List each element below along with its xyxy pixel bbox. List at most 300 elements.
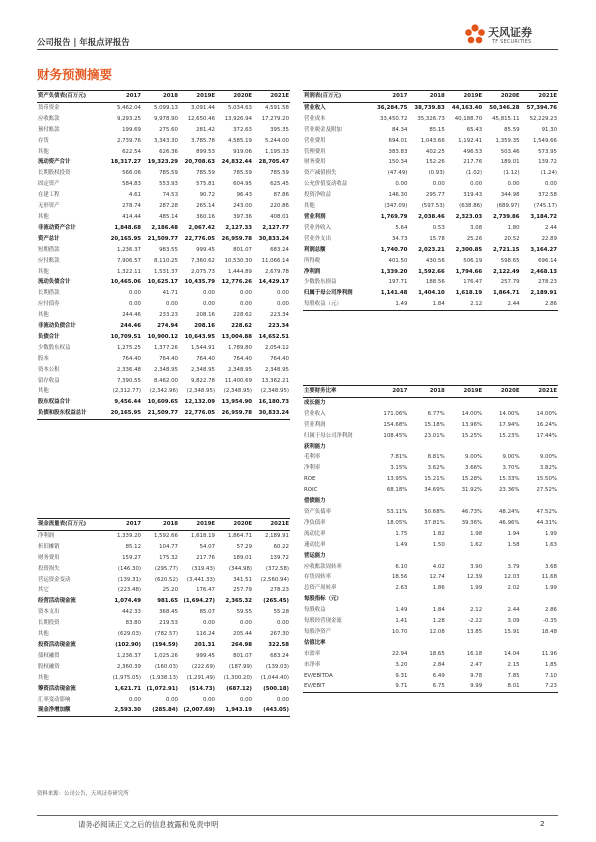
value-cell: 10,609.65 bbox=[147, 399, 178, 406]
value-cell: 785.59 bbox=[159, 170, 178, 177]
table-row bbox=[37, 564, 290, 575]
value-cell: 175.32 bbox=[159, 554, 178, 561]
table-row bbox=[37, 310, 290, 321]
table-row bbox=[303, 114, 558, 125]
value-cell bbox=[483, 638, 520, 649]
value-cell bbox=[446, 638, 483, 649]
value-cell: 1,195.33 bbox=[264, 148, 289, 155]
table-row bbox=[303, 529, 558, 540]
table-row bbox=[37, 705, 290, 716]
value-cell: (222.69) bbox=[191, 663, 215, 670]
value-cell: 18.65 bbox=[429, 650, 445, 657]
value-cell: 1.82 bbox=[432, 530, 445, 537]
value-cell: (139.03) bbox=[265, 663, 289, 670]
value-cell: (1,291.49) bbox=[186, 674, 215, 681]
value-cell: 45,815.11 bbox=[492, 115, 520, 122]
table-row bbox=[37, 190, 290, 201]
value-cell: 108.45% bbox=[383, 432, 408, 439]
table-row bbox=[37, 640, 290, 651]
value-cell: 22.89 bbox=[541, 235, 557, 242]
value-cell: 1,444.89 bbox=[227, 268, 252, 275]
value-cell: 1.98 bbox=[470, 530, 483, 537]
table-row bbox=[37, 256, 290, 267]
table-row bbox=[303, 409, 558, 420]
row-label: 长期借款 bbox=[38, 290, 60, 297]
table-row bbox=[303, 463, 558, 474]
value-cell: 1,322.11 bbox=[116, 268, 141, 275]
value-cell: 1,794.66 bbox=[455, 268, 483, 275]
table-row bbox=[37, 321, 290, 332]
value-cell: 3.90 bbox=[470, 563, 483, 570]
value-cell: 10,643.95 bbox=[184, 333, 215, 340]
value-cell: 12.74 bbox=[429, 574, 445, 581]
value-cell: 0.00 bbox=[165, 696, 178, 703]
year-header-cell: 2021E bbox=[270, 521, 289, 527]
row-label: 筹资活动现金流 bbox=[38, 685, 76, 692]
value-cell: 899.53 bbox=[196, 148, 215, 155]
value-cell: 8.81% bbox=[427, 454, 445, 461]
value-cell: 1.99 bbox=[544, 585, 557, 592]
value-cell: 2,365.32 bbox=[225, 598, 252, 605]
value-cell: 267.30 bbox=[270, 631, 289, 638]
value-cell: 22,776.05 bbox=[184, 235, 215, 242]
year-header-cell: 2017 bbox=[125, 521, 141, 527]
value-cell: 1.49 bbox=[395, 541, 408, 548]
table-header-row bbox=[37, 91, 290, 103]
value-cell: 3.68 bbox=[544, 563, 557, 570]
tf-securities-logo bbox=[462, 20, 562, 50]
value-cell: 503.46 bbox=[500, 148, 520, 155]
value-cell: 764.40 bbox=[270, 355, 289, 362]
value-cell: 265.14 bbox=[196, 203, 215, 210]
value-cell: 96.43 bbox=[236, 192, 252, 199]
table-header-row bbox=[303, 91, 558, 103]
value-cell: 1.75 bbox=[395, 530, 408, 537]
value-cell: 50.68% bbox=[424, 508, 445, 515]
table-row bbox=[37, 332, 290, 343]
value-cell: 12,132.09 bbox=[184, 399, 215, 406]
value-cell: 21,509.77 bbox=[147, 410, 178, 417]
value-cell: 0.00 bbox=[276, 696, 289, 703]
value-cell bbox=[521, 397, 558, 408]
value-cell: 1,621.71 bbox=[114, 685, 141, 692]
value-cell: 2,739.86 bbox=[492, 213, 520, 220]
value-cell: 21,509.77 bbox=[147, 235, 178, 242]
value-cell: 1,074.49 bbox=[114, 598, 141, 605]
value-cell: 40,188.70 bbox=[454, 115, 483, 122]
value-cell bbox=[371, 551, 408, 562]
value-cell: 91.30 bbox=[541, 126, 557, 133]
table-row bbox=[303, 420, 558, 431]
value-cell: 146.30 bbox=[388, 192, 408, 199]
value-cell: 1.50 bbox=[432, 541, 445, 548]
value-cell: 2,189.91 bbox=[530, 290, 557, 297]
row-label: 资产减值损失 bbox=[304, 170, 337, 177]
disclaimer-text: 请务必阅读正文之后的信息披露和免责申明 bbox=[78, 820, 219, 829]
row-label: 资本支出 bbox=[38, 609, 60, 616]
value-cell: 344.98 bbox=[500, 192, 520, 199]
table-row bbox=[303, 442, 558, 453]
cash-flow-table bbox=[37, 518, 290, 717]
value-cell: 764.40 bbox=[159, 355, 178, 362]
table-row bbox=[303, 136, 558, 147]
value-cell: (1,072.91) bbox=[146, 685, 178, 692]
table-row bbox=[37, 673, 290, 684]
value-cell: -0.35 bbox=[543, 618, 557, 625]
table-row bbox=[303, 594, 558, 605]
row-label: 公允价值变动收益 bbox=[304, 181, 348, 188]
table-row bbox=[37, 267, 290, 278]
row-label: 无形资产 bbox=[38, 203, 60, 210]
value-cell: 15.23% bbox=[499, 432, 520, 439]
value-cell: (1,938.13) bbox=[149, 674, 178, 681]
value-cell: 9,293.25 bbox=[116, 115, 141, 122]
value-cell: (295.77) bbox=[154, 565, 178, 572]
row-label: 流动负债合计 bbox=[38, 279, 71, 286]
row-label: 财务费用 bbox=[304, 159, 326, 166]
value-cell: 0.53 bbox=[432, 224, 445, 231]
year-header-cell: 2017 bbox=[125, 93, 141, 99]
value-cell: 3.15% bbox=[390, 465, 408, 472]
table-row bbox=[303, 147, 558, 158]
value-cell: 27.52% bbox=[536, 487, 557, 494]
value-cell: 2,122.49 bbox=[492, 268, 520, 275]
value-cell: 402.25 bbox=[425, 148, 445, 155]
value-cell: 1,377.26 bbox=[153, 344, 178, 351]
value-cell: 1,236.37 bbox=[116, 652, 141, 659]
value-cell: (223.48) bbox=[117, 587, 141, 594]
year-header-cell: 2020E bbox=[233, 521, 252, 527]
row-label: 成长能力 bbox=[304, 399, 326, 406]
value-cell: (638.86) bbox=[459, 203, 483, 210]
value-cell: 275.60 bbox=[159, 126, 178, 133]
value-cell: 683.24 bbox=[270, 246, 289, 253]
row-label: 营业费用 bbox=[304, 137, 326, 144]
value-cell: 319.43 bbox=[463, 192, 483, 199]
value-cell bbox=[521, 551, 558, 562]
value-cell bbox=[521, 442, 558, 453]
value-cell bbox=[371, 397, 408, 408]
table-row bbox=[303, 583, 558, 594]
value-cell: 278.23 bbox=[270, 587, 289, 594]
value-cell: 15.25% bbox=[461, 432, 483, 439]
value-cell bbox=[371, 442, 408, 453]
value-cell: 47.52% bbox=[536, 508, 557, 515]
value-cell: 2,189.91 bbox=[264, 532, 289, 539]
value-cell: 0.00 bbox=[202, 696, 215, 703]
value-cell: 150.34 bbox=[388, 159, 408, 166]
table-row bbox=[37, 386, 290, 397]
footer-divider bbox=[37, 815, 558, 816]
value-cell: 12,650.46 bbox=[187, 115, 215, 122]
row-label: 营业税金及附加 bbox=[304, 126, 342, 133]
value-cell: 13,362.21 bbox=[261, 377, 289, 384]
value-cell: (2,348.95) bbox=[260, 388, 289, 395]
value-cell: 1.58 bbox=[507, 541, 520, 548]
value-cell: (620.52) bbox=[154, 576, 178, 583]
table-row bbox=[37, 179, 290, 190]
value-cell: 7,360.62 bbox=[190, 257, 215, 264]
value-cell: (687.12) bbox=[226, 685, 252, 692]
row-label: 营业外支出 bbox=[304, 235, 331, 242]
table-row bbox=[303, 277, 558, 288]
value-cell: 0.00 bbox=[202, 290, 215, 297]
value-cell: (745.17) bbox=[533, 203, 557, 210]
value-cell: 9,456.44 bbox=[114, 399, 141, 406]
value-cell: 485.14 bbox=[159, 213, 178, 220]
value-cell: 15.33% bbox=[499, 476, 520, 483]
value-cell: 208.16 bbox=[194, 323, 215, 330]
value-cell: 368.45 bbox=[159, 609, 178, 616]
value-cell: 4.02 bbox=[432, 563, 445, 570]
value-cell: 2.63 bbox=[395, 585, 408, 592]
value-cell bbox=[408, 594, 445, 605]
value-cell: 228.62 bbox=[233, 312, 252, 319]
row-label: 股本 bbox=[38, 355, 49, 362]
value-cell: 3.20 bbox=[395, 661, 408, 668]
value-cell: 25.20 bbox=[162, 587, 178, 594]
value-cell: 60.22 bbox=[273, 543, 289, 550]
table-row bbox=[303, 267, 558, 278]
value-cell: 159.27 bbox=[122, 554, 141, 561]
value-cell: 2.15 bbox=[507, 661, 520, 668]
value-cell: 15.78 bbox=[429, 235, 445, 242]
value-cell: 2.47 bbox=[470, 661, 483, 668]
value-cell: 0.00 bbox=[470, 181, 483, 188]
year-header-cell: 2021E bbox=[538, 388, 557, 394]
value-cell: 3.66% bbox=[465, 465, 483, 472]
value-cell: 208.16 bbox=[196, 312, 215, 319]
value-cell: 84.34 bbox=[391, 126, 408, 133]
value-cell: 919.06 bbox=[233, 148, 252, 155]
value-cell: (139.31) bbox=[117, 576, 141, 583]
row-label: 应收账款周转率 bbox=[304, 563, 342, 570]
value-cell: 694.01 bbox=[388, 137, 408, 144]
value-cell: 981.65 bbox=[157, 598, 178, 605]
table-row bbox=[37, 223, 290, 234]
table-row bbox=[303, 157, 558, 168]
value-cell: 0.00 bbox=[395, 181, 408, 188]
table-row bbox=[37, 575, 290, 586]
table-row bbox=[303, 671, 558, 682]
row-label: 每股收益（元） bbox=[304, 301, 342, 308]
table-row bbox=[303, 179, 558, 190]
table-row bbox=[37, 376, 290, 387]
value-cell: 20.52 bbox=[504, 235, 520, 242]
value-cell: 44,163.40 bbox=[451, 104, 483, 111]
value-cell: 219.53 bbox=[159, 620, 178, 627]
value-cell: 3,343.30 bbox=[153, 137, 178, 144]
value-cell: 598.65 bbox=[500, 257, 520, 264]
value-cell: 8,110.25 bbox=[153, 257, 178, 264]
value-cell: (514.73) bbox=[189, 685, 215, 692]
table-row bbox=[37, 277, 290, 288]
value-cell: 999.45 bbox=[196, 652, 215, 659]
value-cell: 85.15 bbox=[429, 126, 445, 133]
value-cell: 6.77% bbox=[427, 410, 445, 417]
table-row bbox=[303, 551, 558, 562]
year-header-cell: 2020E bbox=[233, 93, 252, 99]
value-cell: 397.36 bbox=[233, 213, 252, 220]
value-cell: 6.49 bbox=[432, 672, 445, 679]
value-cell: (782.57) bbox=[154, 631, 178, 638]
row-label: 每股收益 bbox=[304, 607, 326, 614]
value-cell: 74.53 bbox=[162, 192, 178, 199]
value-cell: 9.78 bbox=[470, 672, 483, 679]
table-row bbox=[303, 299, 558, 310]
table-row bbox=[303, 288, 558, 299]
value-cell: 11,400.69 bbox=[224, 377, 252, 384]
value-cell: 764.40 bbox=[122, 355, 141, 362]
value-cell: 9.00% bbox=[502, 454, 520, 461]
value-cell: 23.01% bbox=[424, 432, 445, 439]
row-label: 应付债券 bbox=[38, 301, 60, 308]
row-label: 净利润 bbox=[304, 268, 321, 275]
value-cell: (194.59) bbox=[152, 641, 178, 648]
value-cell: (319.43) bbox=[191, 565, 215, 572]
year-header-cell: 2019E bbox=[196, 521, 215, 527]
value-cell: 2,023.21 bbox=[418, 246, 445, 253]
row-label: 其他 bbox=[38, 213, 49, 220]
value-cell: 13,004.88 bbox=[221, 333, 252, 340]
value-cell: 10,900.12 bbox=[147, 333, 178, 340]
row-label: 折旧摊销 bbox=[38, 543, 60, 550]
value-cell: 104.77 bbox=[159, 543, 178, 550]
value-cell: 36,284.75 bbox=[377, 104, 408, 111]
value-cell: 1,618.19 bbox=[190, 532, 215, 539]
value-cell: 22,776.05 bbox=[184, 410, 215, 417]
value-cell: 2,127.77 bbox=[262, 224, 289, 231]
value-cell: 0.00 bbox=[202, 620, 215, 627]
value-cell: (347.09) bbox=[384, 203, 408, 210]
value-cell: (597.53) bbox=[421, 203, 445, 210]
value-cell: 408.01 bbox=[270, 213, 289, 220]
value-cell: (500.18) bbox=[263, 685, 289, 692]
value-cell: 566.06 bbox=[122, 170, 141, 177]
value-cell bbox=[521, 496, 558, 507]
table-row bbox=[37, 365, 290, 376]
header-divider bbox=[37, 49, 558, 50]
value-cell: 2,348.95 bbox=[190, 366, 215, 373]
value-cell: 10,530.30 bbox=[224, 257, 252, 264]
value-cell: 257.79 bbox=[500, 279, 520, 286]
value-cell: 116.24 bbox=[196, 631, 215, 638]
value-cell: (265.45) bbox=[263, 598, 289, 605]
table-row bbox=[303, 102, 558, 113]
value-cell: 5.64 bbox=[395, 224, 408, 231]
value-cell: 622.54 bbox=[122, 148, 141, 155]
row-label: 其他 bbox=[38, 312, 49, 319]
value-cell: (1.02) bbox=[465, 170, 483, 177]
value-cell: (689.97) bbox=[496, 203, 520, 210]
value-cell: 217.76 bbox=[463, 159, 483, 166]
row-label: 其他 bbox=[38, 268, 49, 275]
value-cell: 3.79 bbox=[507, 563, 520, 570]
value-cell: 575.81 bbox=[196, 181, 215, 188]
value-cell: 223.34 bbox=[268, 323, 289, 330]
table-row bbox=[303, 201, 558, 212]
income-statement-table bbox=[303, 90, 558, 311]
value-cell: 34.73 bbox=[391, 235, 408, 242]
value-cell: 8,462.00 bbox=[153, 377, 178, 384]
flower-logo-icon bbox=[462, 22, 488, 48]
row-label: 其他 bbox=[38, 631, 49, 638]
value-cell: 31.92% bbox=[461, 487, 483, 494]
row-label: 归属于母公司净利润 bbox=[304, 290, 353, 297]
value-cell: 15.28% bbox=[461, 476, 483, 483]
value-cell: 3,164.27 bbox=[530, 246, 557, 253]
value-cell: (187.99) bbox=[228, 663, 252, 670]
value-cell: 59.55 bbox=[236, 609, 252, 616]
value-cell: 573.95 bbox=[538, 148, 557, 155]
row-label: 经营活动现金流 bbox=[38, 598, 76, 605]
value-cell: 625.45 bbox=[270, 181, 289, 188]
value-cell: 1.80 bbox=[507, 224, 520, 231]
table-row bbox=[37, 629, 290, 640]
table-row bbox=[303, 190, 558, 201]
value-cell: 3,091.44 bbox=[190, 104, 215, 111]
value-cell: (146.30) bbox=[117, 565, 141, 572]
value-cell: 1,943.19 bbox=[225, 707, 252, 714]
year-header-cell: 2018 bbox=[162, 521, 178, 527]
value-cell: 1,141.48 bbox=[380, 290, 408, 297]
row-label: 债权融资 bbox=[38, 652, 60, 659]
value-cell: 0.00 bbox=[544, 181, 557, 188]
table-row bbox=[37, 607, 290, 618]
value-cell: 626.36 bbox=[159, 148, 178, 155]
table-title-cell: 现金流量表(百万元) bbox=[38, 521, 87, 527]
value-cell: 154.68% bbox=[383, 421, 408, 428]
value-cell: 197.71 bbox=[388, 279, 408, 286]
value-cell: 0.00 bbox=[202, 301, 215, 308]
row-label: 现金净增加额 bbox=[38, 707, 71, 714]
value-cell: 85.12 bbox=[125, 543, 141, 550]
value-cell: 28,705.47 bbox=[258, 159, 289, 166]
value-cell: 2,075.73 bbox=[190, 268, 215, 275]
value-cell: 274.94 bbox=[157, 323, 178, 330]
value-cell: 41.71 bbox=[162, 290, 178, 297]
row-label: 偿债能力 bbox=[304, 498, 326, 505]
value-cell: 1.84 bbox=[432, 301, 445, 308]
value-cell: 3.70% bbox=[502, 465, 520, 472]
value-cell: 1,544.91 bbox=[190, 344, 215, 351]
row-label: 其他 bbox=[38, 674, 49, 681]
value-cell: 0.00 bbox=[276, 290, 289, 297]
value-cell: 341.51 bbox=[233, 576, 252, 583]
row-label: 非流动资产合计 bbox=[38, 224, 76, 231]
table-row bbox=[303, 518, 558, 529]
value-cell: 33,450.72 bbox=[379, 115, 408, 122]
row-label: 总资产周转率 bbox=[304, 585, 337, 592]
table-row bbox=[303, 168, 558, 179]
value-cell: 199.69 bbox=[122, 126, 141, 133]
value-cell: 764.40 bbox=[196, 355, 215, 362]
value-cell bbox=[521, 638, 558, 649]
value-cell bbox=[408, 551, 445, 562]
value-cell: (0.93) bbox=[428, 170, 445, 177]
value-cell: 278.74 bbox=[122, 203, 141, 210]
value-cell: 44.31% bbox=[536, 519, 557, 526]
value-cell: 14,652.51 bbox=[258, 333, 289, 340]
value-cell: 3,184.72 bbox=[530, 213, 557, 220]
table-row bbox=[37, 168, 290, 179]
table-row bbox=[37, 408, 290, 419]
row-label: ROE bbox=[304, 476, 316, 483]
row-label: 其他 bbox=[38, 388, 49, 395]
row-label: 市盈率 bbox=[304, 650, 321, 657]
value-cell: 176.47 bbox=[196, 587, 215, 594]
value-cell: 0.00 bbox=[432, 181, 445, 188]
